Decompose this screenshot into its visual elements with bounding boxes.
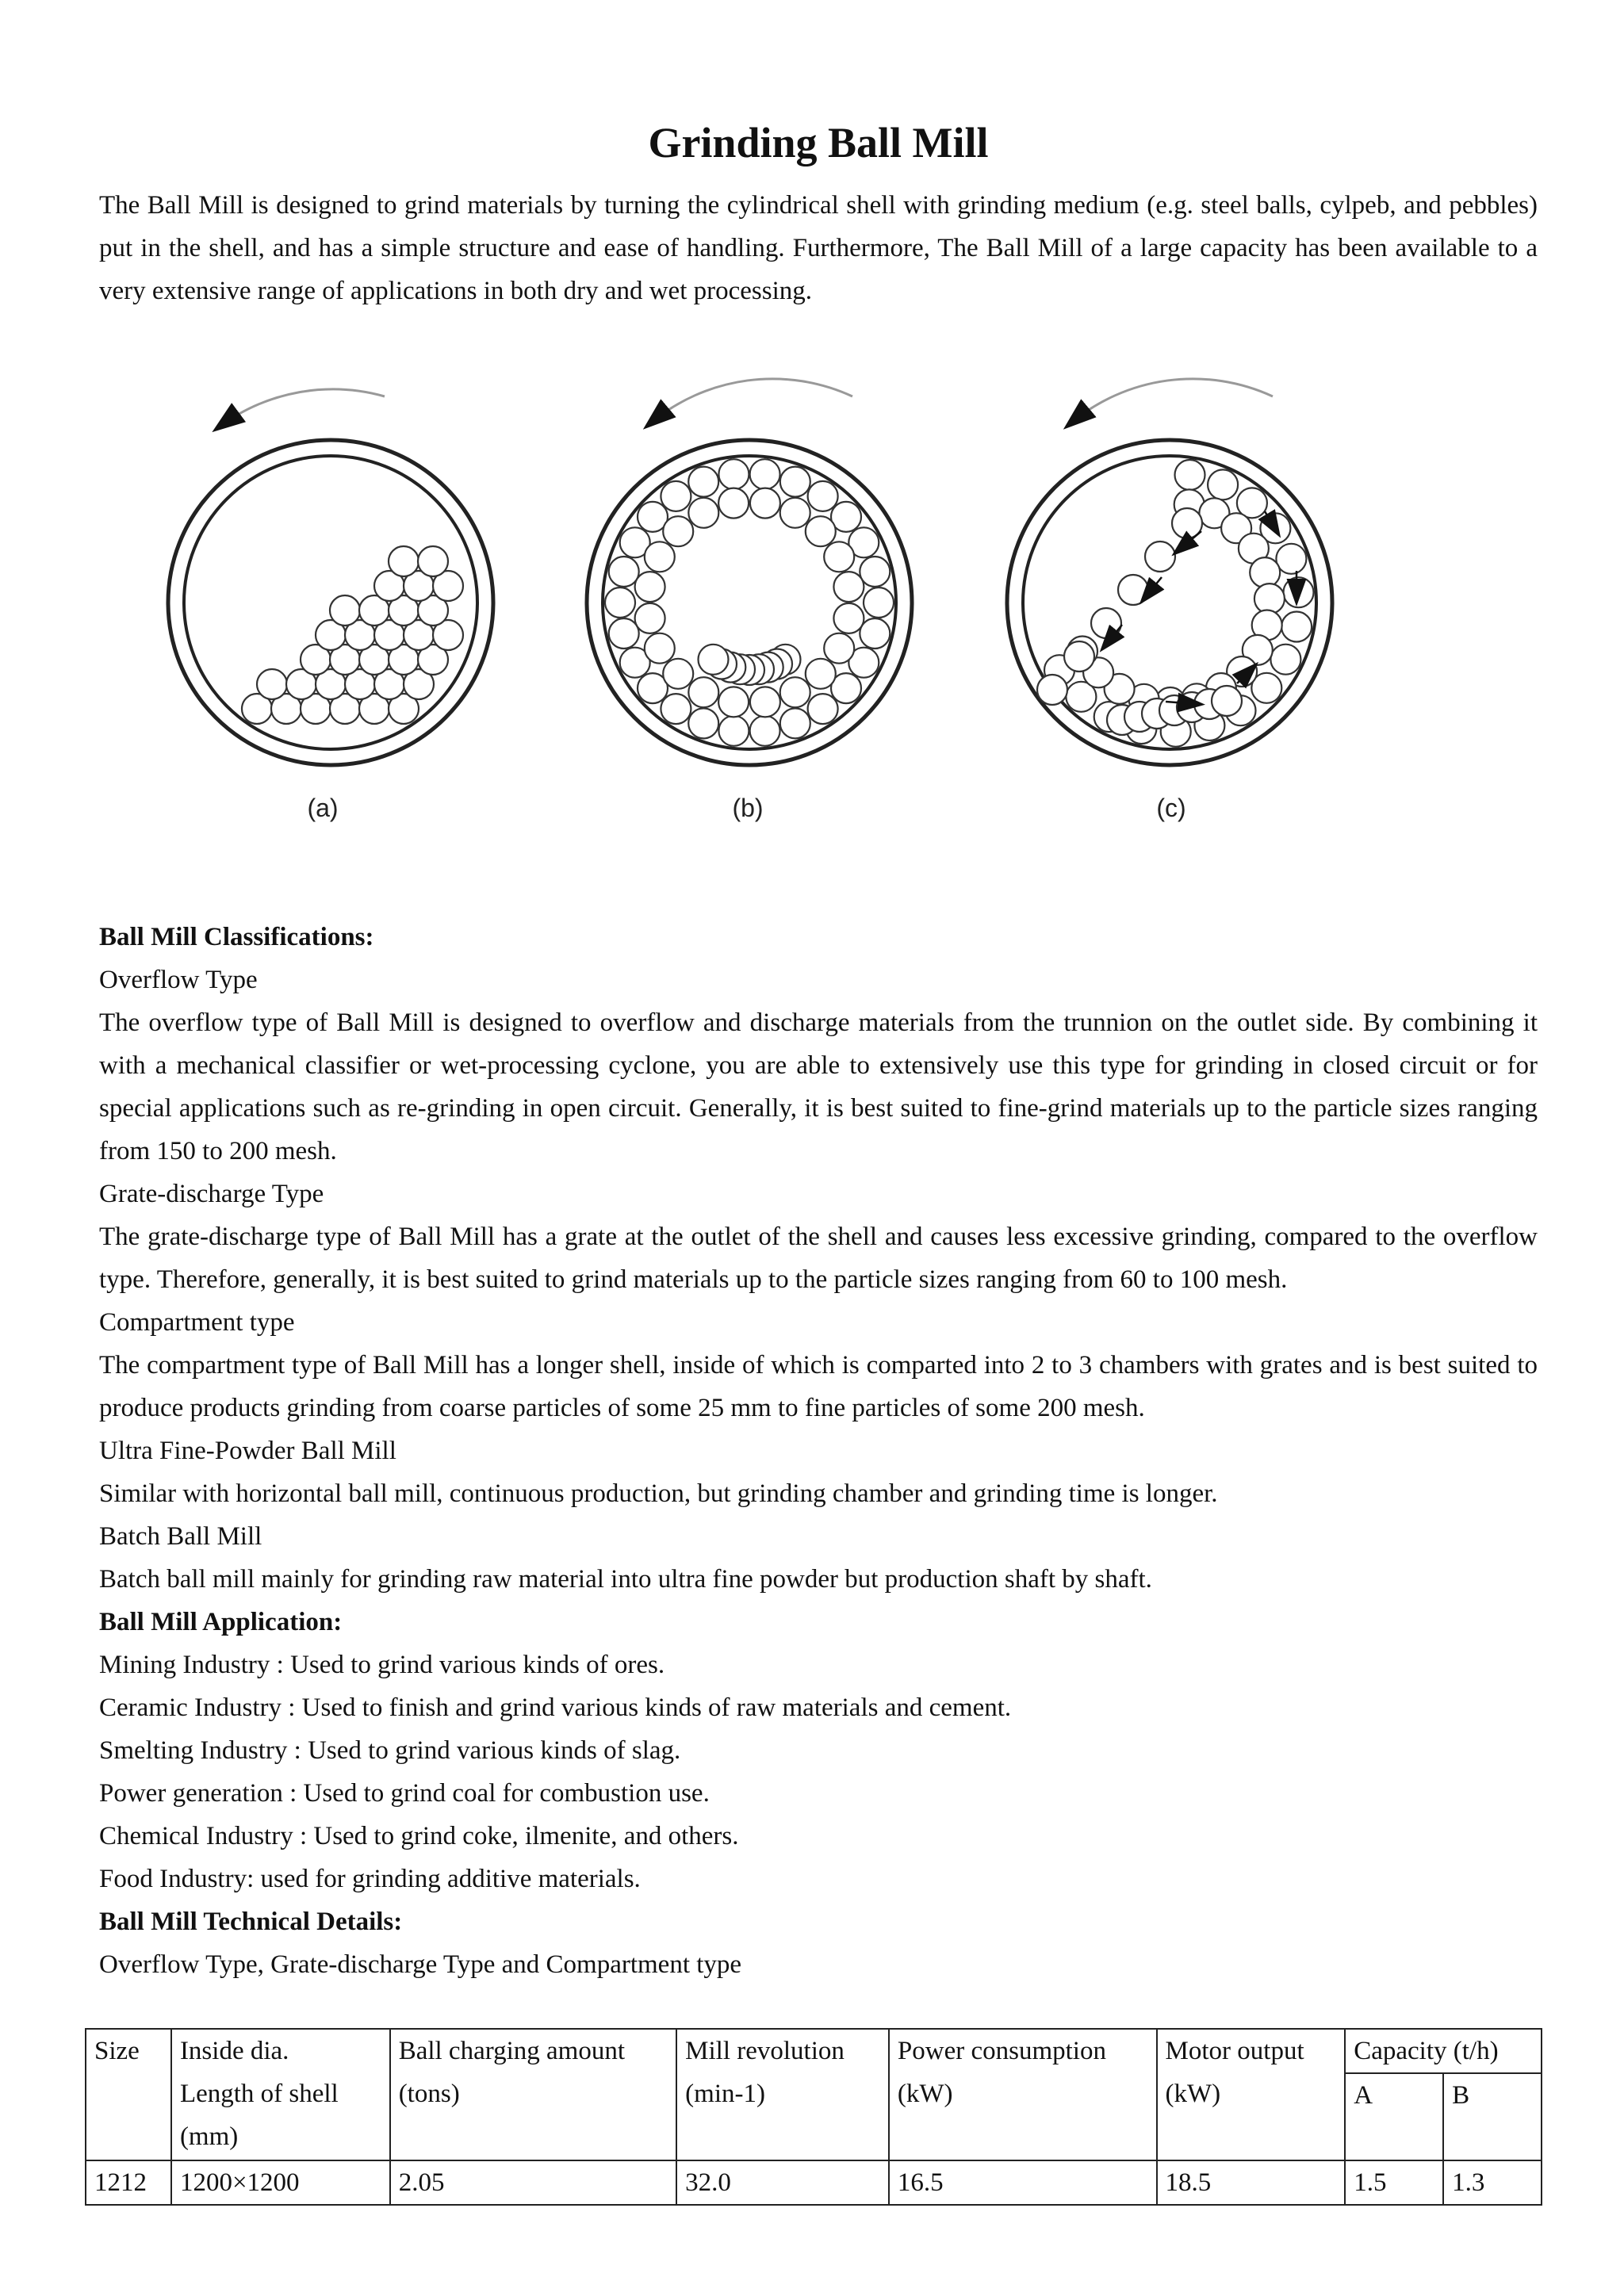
grinding-ball	[824, 633, 854, 664]
rotation-arrow-c	[1071, 379, 1273, 423]
cell-motor: 18.5	[1157, 2160, 1346, 2205]
ball-charge-b	[605, 459, 894, 746]
table-header-row	[86, 2029, 1542, 2073]
figure-label-a: (a)	[307, 794, 339, 822]
header-capacity-b: B	[1443, 2073, 1542, 2160]
ultra-fine-text: Similar with horizontal ball mill, continuous production, but grinding chamber and grinding time is longer.	[99, 1479, 1218, 1508]
grinding-ball	[1208, 469, 1238, 499]
grinding-ball	[833, 572, 864, 602]
grinding-ball	[808, 694, 838, 724]
grinding-ball	[257, 669, 287, 699]
mill-c	[1007, 379, 1332, 822]
grinding-ball	[860, 618, 890, 649]
grinding-ball	[718, 488, 749, 519]
ball-motion-figure	[99, 373, 1538, 848]
header-length-label: Length of shell	[179, 2080, 339, 2108]
header-mill-revolution-label: Mill revolution	[685, 2037, 845, 2065]
mill-a	[168, 389, 493, 822]
cell-size: 1212	[86, 2160, 171, 2205]
grinding-ball	[1175, 460, 1205, 490]
header-tons-unit: (tons)	[398, 2080, 460, 2108]
grinding-ball	[688, 467, 718, 497]
grinding-ball	[1270, 645, 1300, 675]
header-motor	[1157, 2029, 1346, 2160]
mill-b	[587, 379, 912, 822]
compartment-type-title: Compartment type	[99, 1308, 295, 1337]
grinding-ball	[864, 587, 894, 618]
grinding-ball	[645, 541, 675, 572]
grate-discharge-text: The grate-discharge type of Ball Mill has a grate at the outlet of the shell and causes less excessive grinding, compared to the overflow type. Therefore, generally, it is best suited to grind materials up to the particle sizes ranging from 60 to 100 mesh.	[99, 1223, 1538, 1294]
grinding-ball	[645, 633, 675, 664]
grinding-ball	[1284, 577, 1314, 607]
grinding-ball	[750, 716, 780, 746]
grinding-ball	[1254, 584, 1285, 614]
grinding-ball	[418, 546, 448, 576]
shell-inner-b	[603, 456, 896, 749]
compartment-type-text: The compartment type of Ball Mill has a longer shell, inside of which is comparted into 2 to 3 chambers with grates and is best suited to produce products grinding from coarse particles of some 25 mm to fine particles of some 200 mesh.	[99, 1351, 1538, 1422]
grinding-ball	[780, 708, 810, 738]
ball-charge-c	[1037, 460, 1314, 747]
application-item: Ceramic Industry : Used to finish and grind various kinds of raw materials and cement.	[99, 1693, 1012, 1722]
technical-heading: Ball Mill Technical Details:	[99, 1908, 403, 1936]
cell-dims: 1200×1200	[171, 2160, 390, 2205]
grinding-ball	[635, 572, 665, 602]
batch-ball-mill-text: Batch ball mill mainly for grinding raw material into ultra fine powder but production shaft by shaft.	[99, 1565, 1152, 1594]
page-title: Grinding Ball Mill	[648, 119, 989, 166]
grinding-ball	[780, 677, 810, 707]
grinding-ball	[718, 459, 749, 489]
cell-capacity-b: 1.3	[1443, 2160, 1542, 2205]
cell-capacity-a: 1.5	[1345, 2160, 1443, 2205]
grinding-ball	[833, 603, 864, 633]
grinding-ball	[806, 659, 836, 689]
grinding-ball	[661, 481, 691, 511]
cell-ball-charging: 2.05	[390, 2160, 676, 2205]
application-item: Chemical Industry : Used to grind coke, ilmenite, and others.	[99, 1822, 739, 1850]
header-ball-charging-label: Ball charging amount	[398, 2037, 626, 2065]
application-item: Smelting Industry : Used to grind various kinds of slag.	[99, 1736, 681, 1765]
grinding-ball	[750, 687, 780, 717]
grinding-ball	[1145, 541, 1175, 572]
grinding-ball	[688, 708, 718, 738]
grinding-ball	[1250, 557, 1280, 587]
header-power-unit: (kW)	[897, 2080, 953, 2108]
grinding-ball	[780, 467, 810, 497]
grinding-ball	[750, 488, 780, 519]
header-capacity-a: A	[1345, 2073, 1443, 2160]
technical-spec-table	[85, 2028, 1542, 2206]
figure-label-b: (b)	[732, 794, 764, 822]
grinding-ball	[688, 677, 718, 707]
grinding-ball	[663, 516, 693, 546]
grinding-ball	[718, 687, 749, 717]
grate-discharge-title: Grate-discharge Type	[99, 1180, 324, 1208]
table-row	[86, 2160, 1542, 2205]
grinding-ball	[699, 645, 729, 675]
grinding-ball	[663, 659, 693, 689]
grinding-ball	[661, 694, 691, 724]
header-capacity: Capacity (t/h)	[1345, 2029, 1542, 2073]
body-text	[99, 916, 1538, 1986]
grinding-ball	[688, 498, 718, 528]
header-power-label: Power consumption	[897, 2037, 1106, 2065]
grinding-ball	[824, 541, 854, 572]
grinding-ball	[330, 595, 360, 626]
header-motor-unit: (kW)	[1165, 2080, 1221, 2108]
header-min-unit: (min-1)	[685, 2080, 765, 2108]
classifications-heading: Ball Mill Classifications:	[99, 923, 374, 951]
grinding-ball	[609, 618, 639, 649]
ball-mill-diagrams	[99, 373, 1538, 848]
intro-paragraph: The Ball Mill is designed to grind materials by turning the cylindrical shell with grinding medium (e.g. steel balls, cylpeb, and pebbles) put in the shell, and has a simple structure and ease of handling. Furthermore, The Ball Mill of a large capacity has been available to a very extensive range of applications in both dry and wet processing.	[99, 191, 1538, 305]
header-inside-dia	[171, 2029, 390, 2160]
grinding-ball	[605, 587, 635, 618]
grinding-ball	[1276, 544, 1306, 574]
application-item: Mining Industry : Used to grind various kinds of ores.	[99, 1651, 665, 1679]
grinding-ball	[389, 546, 419, 576]
header-mill-revolution	[676, 2029, 889, 2160]
grinding-ball	[1091, 608, 1121, 638]
grinding-ball	[808, 481, 838, 511]
application-item: Food Industry: used for grinding additive materials.	[99, 1865, 641, 1893]
grinding-ball	[1281, 612, 1312, 642]
grinding-ball	[1064, 641, 1094, 672]
cell-mill-revolution: 32.0	[676, 2160, 889, 2205]
figure-label-c: (c)	[1156, 794, 1186, 822]
grinding-ball	[750, 459, 780, 489]
grinding-ball	[806, 516, 836, 546]
rotation-arrow-a	[220, 389, 385, 427]
header-mm-unit: (mm)	[179, 2122, 239, 2151]
cell-power: 16.5	[889, 2160, 1157, 2205]
technical-subheading: Overflow Type, Grate-discharge Type and Compartment type	[99, 1950, 742, 1979]
grinding-ball	[780, 498, 810, 528]
header-ball-charging	[390, 2029, 676, 2160]
grinding-ball	[1118, 575, 1148, 605]
ball-charge-a	[242, 546, 463, 724]
batch-ball-mill-title: Batch Ball Mill	[99, 1522, 262, 1551]
ultra-fine-title: Ultra Fine-Powder Ball Mill	[99, 1437, 396, 1465]
grinding-ball	[1212, 686, 1242, 716]
application-heading: Ball Mill Application:	[99, 1608, 343, 1636]
rotation-arrow-b	[650, 379, 852, 423]
overflow-type-text: The overflow type of Ball Mill is designed to overflow and discharge materials from the trunnion on the outlet side. By combining it with a mechanical classifier or wet-processing cyclone, you are able to extensively use this type for grinding in closed circuit or for special applications such as re-grinding in open circuit. Generally, it is best suited to fine-grind materials up to the particle sizes ranging from 150 to 200 mesh.	[99, 1008, 1538, 1165]
grinding-ball	[609, 557, 639, 587]
header-inside-dia-label: Inside dia.	[179, 2037, 289, 2065]
overflow-type-title: Overflow Type	[99, 966, 258, 994]
grinding-ball	[1037, 675, 1067, 705]
header-power	[889, 2029, 1157, 2160]
header-size: Size	[86, 2029, 171, 2160]
grinding-ball	[860, 557, 890, 587]
header-motor-label: Motor output	[1165, 2037, 1304, 2065]
grinding-ball	[718, 716, 749, 746]
grinding-ball	[635, 603, 665, 633]
application-item: Power generation : Used to grind coal for combustion use.	[99, 1779, 710, 1808]
